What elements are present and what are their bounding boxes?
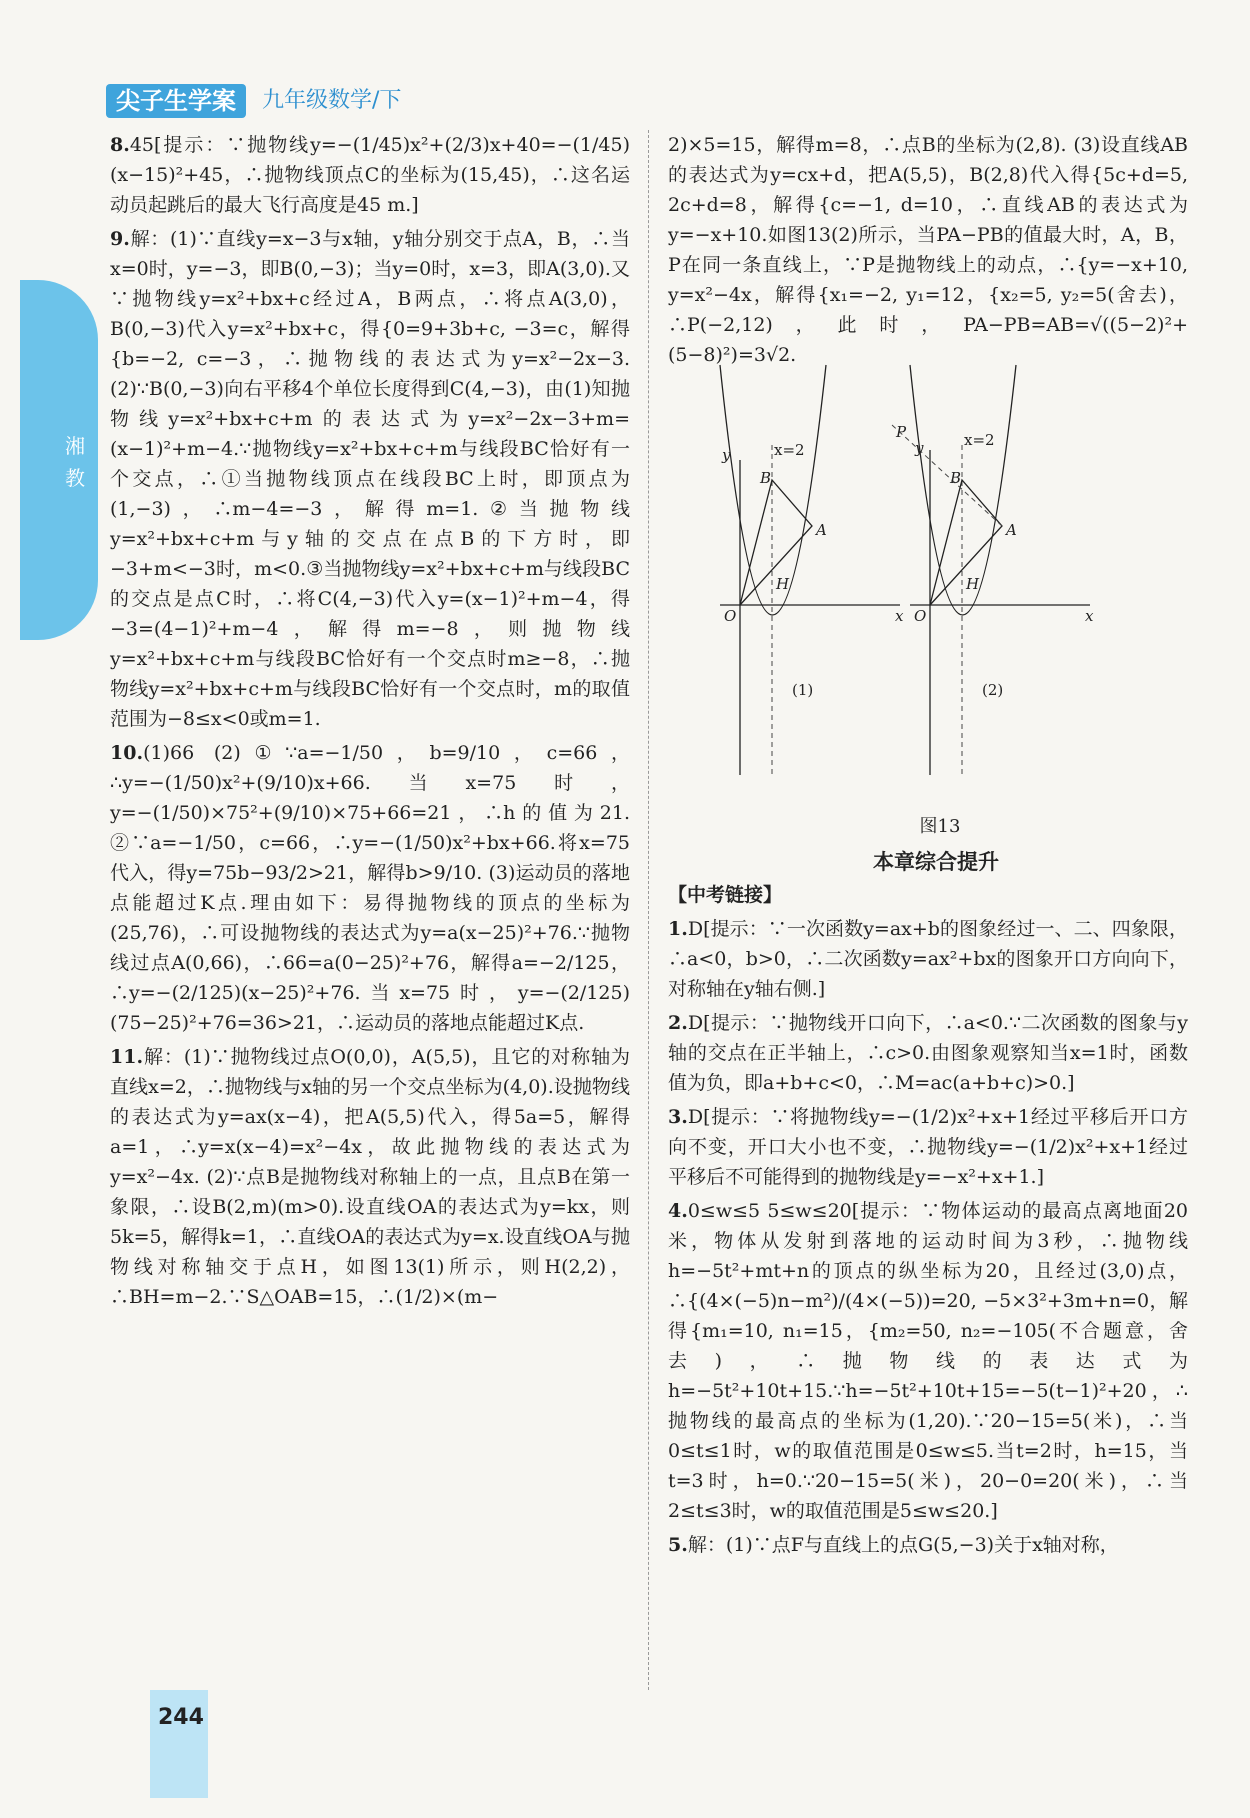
- answer-11: 11.解：(1)∵抛物线过点O(0,0)，A(5,5)，且它的对称轴为直线x=2，∴抛物线与x轴的另一个交点坐标为(4,0).设抛物线的表达式为y=ax(x−4)，把A(5,5)代入，得5a=5，解得a=1，∴y=x(x−4)=x²−4x，故此抛物线的表达式为y=x²−4x. (2)∵点B是抛物线对称轴上的一点，且点B在第一象限，∴设B(2,m)(m>0).设直线OA的表达式为y=kx，则5k=5，解得k=1，∴直线OA的表达式为y=x.设直线OA与抛物线对称轴交于点H，如图13(1)所示，则H(2,2)，∴BH=m−2.∵S△OAB=15，∴(1/2)×(m−: [110, 1046, 630, 1308]
- label-origin-2: O: [914, 607, 927, 625]
- side-tab-label: 湘教: [65, 434, 85, 490]
- answer-10: 10.(1)66 (2)①∵a=−1/50，b=9/10，c=66，∴y=−(1/50)x²+(9/10)x+66.当x=75时，y=−(1/50)×75²+(9/10)×75+66=21，∴h的值为21. ②∵a=−1/50，c=66，∴y=−(1/50)x²+bx+66.将x=75代入，得y=75b−93/2>21，解得b>9/10. (3)运动员的落地点能超过K点.理由如下：易得抛物线的顶点的坐标为(25,76)，∴可设抛物线的表达式为y=a(x−25)²+76.∵抛物线过点A(0,66)，∴66=a(0−25)²+76，解得a=−2/125，∴y=−(2/125)(x−25)²+76.当x=75时，y=−(2/125)(75−25)²+76=36>21，∴运动员的落地点能超过K点.: [110, 742, 630, 1034]
- label-x: x: [895, 607, 904, 625]
- exam-answer-4: 4.0≤w≤5 5≤w≤20[提示：∵物体运动的最高点离地面20米，物体从发射到落地的运动时间为3秒，∴抛物线h=−5t²+mt+n的顶点的纵坐标为20，且经过(3,0)点，∴{(4×(−5)n−m²)/(4×(−5))=20, −5×3²+3m+n=0，解得{m₁=10, n₁=15，{m₂=50, n₂=−105(不合题意，舍去)，∴抛物线的表达式为h=−5t²+10t+15.∵h=−5t²+10t+15=−5(t−1)²+20，∴抛物线的最高点的坐标为(1,20).∵20−15=5(米)，∴当0≤t≤1时，w的取值范围是0≤w≤5.当t=2时，h=15，当t=3时，h=0.∵20−15=5(米)，20−0=20(米)，∴当2≤t≤3时，w的取值范围是5≤w≤20.]: [668, 1200, 1188, 1522]
- exam-answer-2: 2.D[提示：∵抛物线开口向下，∴a<0.∵二次函数的图象与y轴的交点在正半轴上，∴c>0.由图象观察知当x=1时，函数值为负，即a+b+c<0，∴M=ac(a+b+c)>0.]: [668, 1012, 1188, 1094]
- section-tag: 【中考链接】: [668, 884, 783, 906]
- book-subtitle: 九年级数学/下: [262, 88, 402, 113]
- answer-9: 9.解：(1)∵直线y=x−3与x轴，y轴分别交于点A，B，∴当x=0时，y=−3，即B(0,−3)；当y=0时，x=3，即A(3,0).又∵抛物线y=x²+bx+c经过A，B两点，∴将点A(3,0)，B(0,−3)代入y=x²+bx+c，得{0=9+3b+c, −3=c，解得{b=−2, c=−3，∴抛物线的表达式为y=x²−2x−3. (2)∵B(0,−3)向右平移4个单位长度得到C(4,−3)，由(1)知抛物线y=x²+bx+c+m的表达式为y=x²−2x−3+m=(x−1)²+m−4.∵抛物线y=x²+bx+c+m与线段BC恰好有一个交点，∴①当抛物线顶点在线段BC上时，即顶点为(1,−3)，∴m−4=−3，解得m=1.②当抛物线y=x²+bx+c+m与y轴的交点在点B的下方时，即−3+m<−3时，m<0.③当抛物线y=x²+bx+c+m与线段BC的交点是点C时，∴将C(4,−3)代入y=(x−1)²+m−4，得−3=(4−1)²+m−4，解得m=−8，则抛物线y=x²+bx+c+m与线段BC恰好有一个交点时m≥−8，∴抛物线y=x²+bx+c+m与线段BC恰好有一个交点时，m的取值范围为−8≤x<0或m=1.: [110, 228, 630, 730]
- label-sym: x=2: [774, 441, 805, 459]
- section-heading: 本章综合提升: [873, 850, 999, 874]
- label-y-2: y: [915, 439, 924, 457]
- figure-caption: 图13: [919, 816, 961, 837]
- label-h: H: [776, 575, 790, 593]
- label-h-2: H: [966, 575, 980, 593]
- label-b: B: [760, 469, 772, 487]
- label-sym-2: x=2: [964, 431, 995, 449]
- label-y: y: [722, 446, 731, 464]
- label-x-2: x: [1085, 607, 1094, 625]
- exam-answer-5: 5.解：(1)∵点F与直线上的点G(5,−3)关于x轴对称，: [668, 1534, 1119, 1556]
- brand-title: 尖子生学案: [106, 84, 246, 118]
- answer-8: 8.45[提示：∵抛物线y=−(1/45)x²+(2/3)x+40=−(1/45)(x−15)²+45，∴抛物线顶点C的坐标为(15,45)，∴这名运动员起跳后的最大飞行高度是45 m.]: [110, 134, 630, 216]
- page-number: 244: [158, 1705, 204, 1730]
- label-origin: O: [724, 607, 737, 625]
- label-p: P: [896, 423, 907, 441]
- label-a: A: [816, 521, 827, 539]
- column-divider: [648, 130, 649, 1690]
- exam-answer-1: 1.D[提示：∵一次函数y=ax+b的图象经过一、二、四象限，∴a<0，b>0，∴二次函数y=ax²+bx的图象开口方向向下，对称轴在y轴右侧.]: [668, 918, 1188, 1000]
- caption-1: (1): [792, 681, 814, 699]
- label-b-2: B: [950, 469, 962, 487]
- exam-answer-3: 3.D[提示：∵将抛物线y=−(1/2)x²+x+1经过平移后开口方向不变，开口大小也不变，∴抛物线y=−(1/2)x²+x+1经过平移后不可能得到的抛物线是y=−x²+x+1.]: [668, 1106, 1188, 1188]
- figure-13: [700, 423, 1160, 820]
- right-column-bottom: [668, 880, 1188, 1564]
- caption-2: (2): [982, 681, 1004, 699]
- answer-11-continued: 2)×5=15，解得m=8，∴点B的坐标为(2,8). (3)设直线AB的表达式为y=cx+d，把A(5,5)，B(2,8)代入得{5c+d=5, 2c+d=8，解得{c=−1, d=10，∴直线AB的表达式为y=−x+10.如图13(2)所示，当PA−PB的值最大时，A，B，P在同一条直线上，∵P是抛物线上的动点，∴{y=−x+10, y=x²−4x，解得{x₁=−2, y₁=12，{x₂=5, y₂=5(舍去)，∴P(−2,12)，此时，PA−PB=AB=√((5−2)²+(5−8)²)=3√2.: [668, 134, 1188, 366]
- left-column: [110, 130, 630, 1316]
- label-a-2: A: [1006, 521, 1017, 539]
- right-column-top: [668, 130, 1188, 430]
